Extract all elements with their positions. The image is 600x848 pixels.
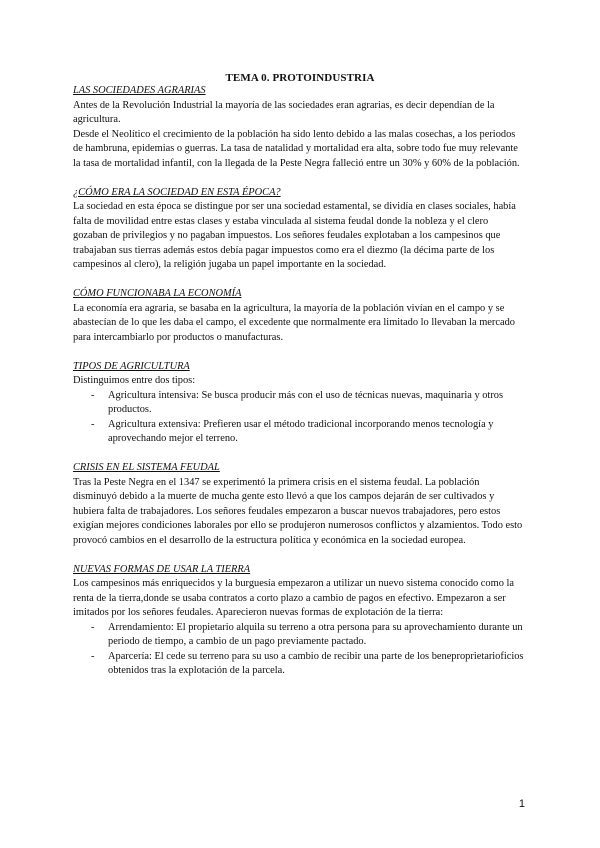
paragraph: Desde el Neolítico el crecimiento de la población ha sido lento debido a las malas cosechas, a los periodos de hambruna, epidemias o guerras. La tasa de natalidad y mortalidad era alta, sobre todo fue muy relevante la tasa de mortalidad infantil, con la llegada de la Peste Negra falleció entre un 30% y 60% de la población.: [73, 128, 520, 169]
paragraph: La sociedad en esta época se distingue por ser una sociedad estamental, se dividía en clases sociales, había falta de movilidad entre estas clases y estaba vinculada al sistema feudal donde la nobleza y el clero gozaban de privilegios y no pagaban impuestos. Los señores feudales explotaban a los campesinos que trabajaban sus tierras además estos debía pagar impuestos como era el diezmo (la décima parte de los campesinos al clero), la religión jugaba un papel importante en la sociedad.: [73, 201, 516, 270]
section-heading: CRISIS EN EL SISTEMA FEUDAL: [73, 462, 220, 473]
document-body: [73, 84, 525, 679]
section-heading: NUEVAS FORMAS DE USAR LA TIERRA: [73, 563, 251, 575]
list-item: - Agricultura extensiva: Prefieren usar el método tradicional incorporando menos tecnología y aprovechando mejor el terreno.: [73, 418, 525, 447]
paragraph: Antes de la Revolución Industrial la mayoría de las sociedades eran agrarias, es decir dependían de la agricultura.: [73, 99, 495, 125]
section-sociedades-agrarias: [73, 84, 525, 171]
section-heading: TIPOS DE AGRICULTURA: [73, 360, 190, 372]
bullet-list: [73, 621, 525, 679]
section-nuevas-formas: [73, 563, 525, 679]
paragraph: La economía era agraria, se basaba en la agricultura, la mayoría de la población vivían en el campo y se abastecían de lo que les daba el campo, el excedente que normalmente era limitado lo llevaban la mercado para intercambiarlo por productos o manufacturas.: [73, 302, 515, 343]
list-item: - Arrendamiento: El propietario alquila su terreno a otra persona para su aprovechamiento durante un periodo de tiempo, a cambio de un pago previamente pactado.: [73, 621, 525, 650]
page-title: TEMA 0. PROTOINDUSTRIA: [225, 72, 375, 84]
paragraph: Distinguimos entre dos tipos:: [73, 375, 196, 386]
section-heading: ¿CÓMO ERA LA SOCIEDAD EN ESTA ÉPOCA?: [73, 186, 281, 198]
list-item: - Agricultura intensiva: Se busca producir más con el uso de técnicas nuevas, maquinaria y otros productos.: [73, 389, 525, 418]
bullet-list: [73, 389, 525, 447]
section-sociedad-epoca: [73, 186, 525, 273]
paragraph: Los campesinos más enriquecidos y la burguesía empezaron a utilizar un nuevo sistema conocido como la renta de la tierra,donde se usaba contratos a corto plazo a cambio de pagos en efectivo. Empezaron a ser imitados por los señores feudales. Aparecieron nuevas formas de explotación de la tierra:: [73, 578, 514, 618]
section-crisis-feudal: [73, 461, 525, 548]
paragraph: Tras la Peste Negra en el 1347 se experimentó la primera crisis en el sistema feudal. La población disminuyó debido a la muerte de mucha gente esto llevó a que los campos dejarán de ser cultivados y hubiera falta de trabajadores. Los señores feudales empezaron a buscar nuevos trabajadores, pero estos exigían mejores condiciones laborales por ello se produjeron numerosos conflictos y alzamientos. Todo esto provocó cambios en el desarrollo de la estructura política y económica en la sociedad europea.: [73, 476, 523, 546]
section-heading: LAS SOCIEDADES AGRARIAS: [73, 85, 206, 96]
section-heading: CÓMO FUNCIONABA LA ECONOMÍA: [73, 288, 242, 299]
list-item: - Aparcería: El cede su terreno para su uso a cambio de recibir una parte de los beneproprietarioficios obtenidos tras la explotación de la parcela.: [73, 650, 525, 679]
section-economia: [73, 287, 525, 345]
page-number: 1: [518, 798, 525, 810]
section-tipos-agricultura: [73, 360, 525, 447]
